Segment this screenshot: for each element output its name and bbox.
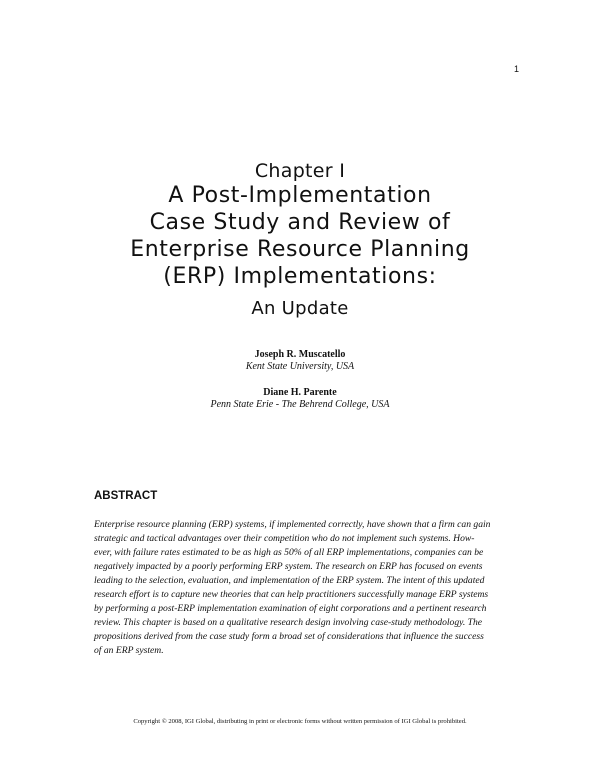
page-number: 1 xyxy=(514,64,520,74)
author-affiliation: Penn State Erie - The Behrend College, USA xyxy=(210,399,390,410)
abstract-line: of an ERP system. xyxy=(94,645,164,656)
abstract-line: leading to the selection, evaluation, and implementation of the ERP system. The intent of this updated xyxy=(94,575,485,586)
author-block xyxy=(0,349,600,373)
abstract-line: by performing a post-ERP implementation examination of eight corporations and a pertinent research xyxy=(94,603,487,614)
author-name: Diane H. Parente xyxy=(263,387,337,398)
abstract-line: propositions derived from the case study form a broad set of considerations that influence the success xyxy=(94,631,484,642)
abstract-line: strategic and tactical advantages over their competition who do not implement such systems. How- xyxy=(94,533,475,544)
abstract-line: Enterprise resource planning (ERP) systems, if implemented correctly, have shown that a firm can gain xyxy=(94,519,491,530)
abstract-heading: ABSTRACT xyxy=(94,490,158,502)
chapter-label: Chapter I xyxy=(254,160,346,182)
chapter-title-line: A Post-Implementation xyxy=(168,183,432,208)
author-name: Joseph R. Muscatello xyxy=(254,349,346,360)
author-block xyxy=(0,387,600,411)
chapter-title-line: (ERP) Implementations: xyxy=(163,264,437,289)
abstract-line: ever, with failure rates estimated to be as high as 50% of all ERP implementations, companies can be xyxy=(94,547,484,558)
chapter-title xyxy=(0,182,600,290)
chapter-subtitle: An Update xyxy=(251,298,349,319)
abstract-line: research effort is to capture new theories that can help practitioners successfully manage ERP systems xyxy=(94,589,489,600)
chapter-title-line: Case Study and Review of xyxy=(149,210,451,235)
abstract-line: negatively impacted by a poorly performing ERP system. The research on ERP has focused on events xyxy=(94,561,483,572)
abstract-body xyxy=(94,518,538,658)
abstract-line: review. This chapter is based on a qualitative research design involving case-study methodology. The xyxy=(94,617,483,628)
author-affiliation: Kent State University, USA xyxy=(245,361,355,372)
copyright-notice: Copyright © 2008, IGI Global, distributing in print or electronic forms without written permission of IGI Global is prohibited. xyxy=(133,718,467,725)
chapter-title-line: Enterprise Resource Planning xyxy=(130,237,470,262)
